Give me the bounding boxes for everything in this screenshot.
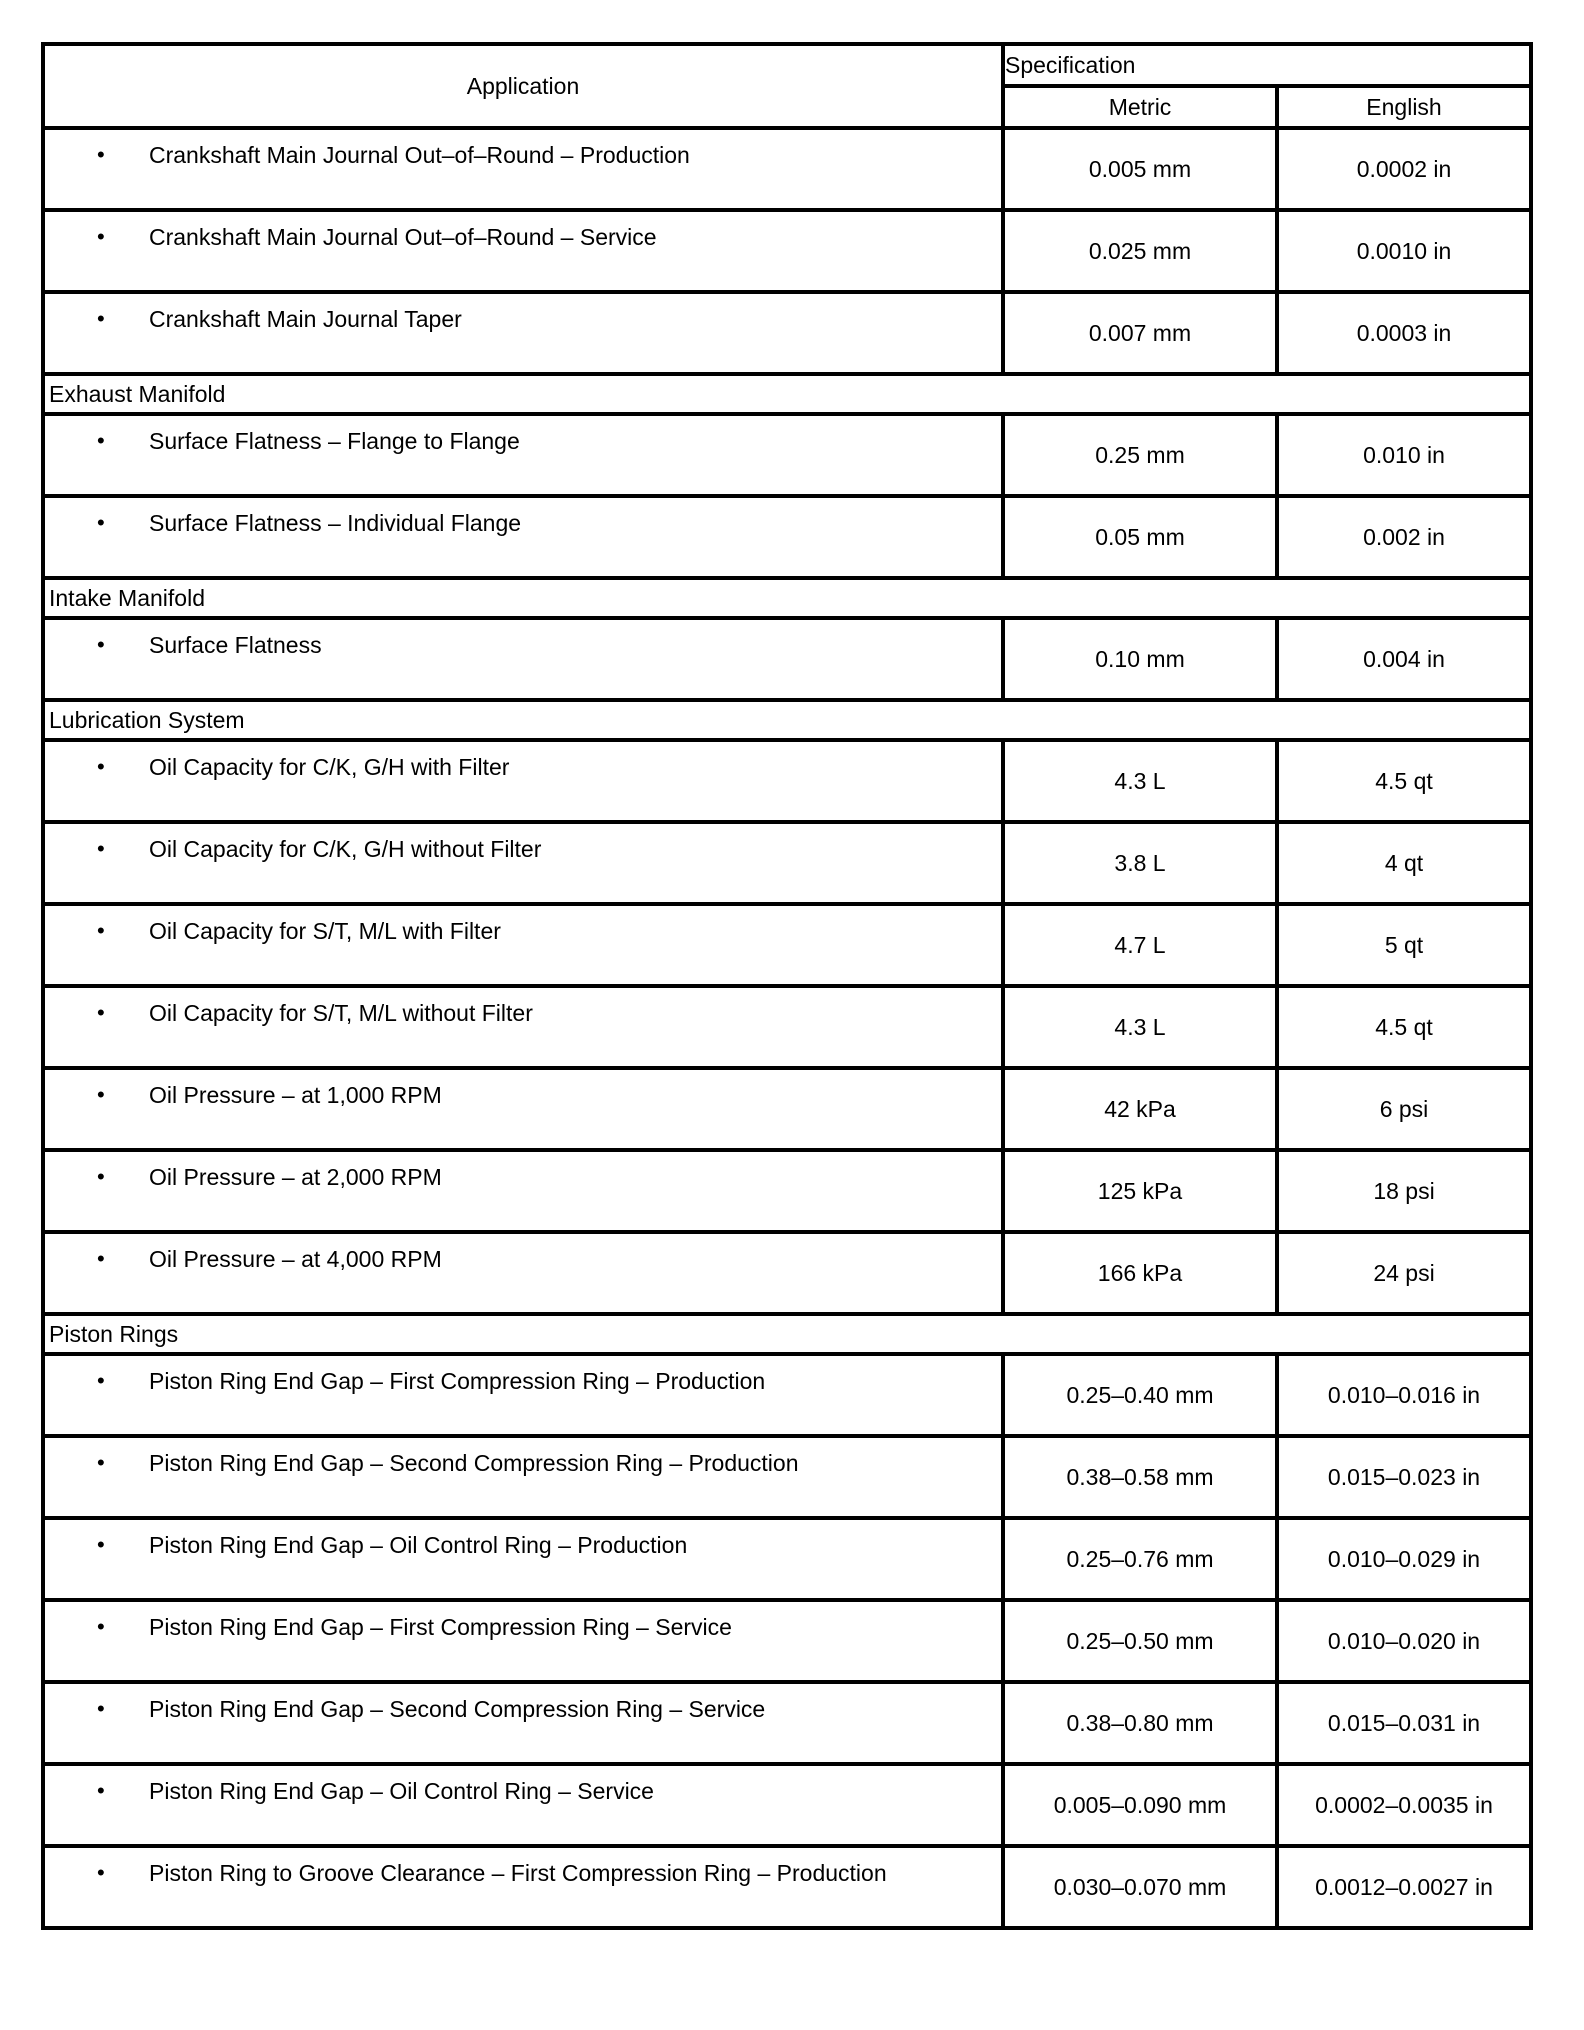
english-value: 5 qt <box>1277 904 1531 986</box>
metric-value: 0.10 mm <box>1003 618 1277 700</box>
application-cell <box>43 1354 1003 1436</box>
metric-value: 4.3 L <box>1003 740 1277 822</box>
application-label: Surface Flatness – Individual Flange <box>149 510 522 536</box>
application-label: Piston Ring End Gap – Second Compression Ring – Production <box>149 1450 799 1476</box>
application-label: Surface Flatness – Flange to Flange <box>149 428 520 454</box>
application-cell <box>43 128 1003 210</box>
section-row <box>43 700 1531 740</box>
application-cell <box>43 1846 1003 1928</box>
table-row <box>43 1518 1531 1600</box>
application-label: Crankshaft Main Journal Taper <box>149 306 462 332</box>
metric-value: 0.030–0.070 mm <box>1003 1846 1277 1928</box>
table-body <box>43 128 1531 1928</box>
table-row <box>43 1682 1531 1764</box>
section-label: Piston Rings <box>43 1314 1531 1354</box>
table-row <box>43 414 1531 496</box>
english-value: 0.0002 in <box>1277 128 1531 210</box>
metric-value: 3.8 L <box>1003 822 1277 904</box>
table-row <box>43 128 1531 210</box>
table-row <box>43 1232 1531 1314</box>
bullet-icon: • <box>97 1000 105 1025</box>
bullet-icon: • <box>97 1696 105 1721</box>
application-label: Piston Ring End Gap – First Compression Ring – Production <box>149 1368 766 1394</box>
metric-value: 0.005–0.090 mm <box>1003 1764 1277 1846</box>
bullet-icon: • <box>97 1368 105 1393</box>
english-value: 0.010–0.016 in <box>1277 1354 1531 1436</box>
table-row <box>43 1150 1531 1232</box>
english-value: 4.5 qt <box>1277 986 1531 1068</box>
application-cell <box>43 986 1003 1068</box>
english-value: 0.010–0.020 in <box>1277 1600 1531 1682</box>
section-label: Lubrication System <box>43 700 1531 740</box>
section-label: Intake Manifold <box>43 578 1531 618</box>
metric-value: 0.25 mm <box>1003 414 1277 496</box>
application-label: Surface Flatness <box>149 632 322 658</box>
bullet-icon: • <box>97 1246 105 1271</box>
english-value: 0.002 in <box>1277 496 1531 578</box>
application-cell <box>43 1600 1003 1682</box>
application-cell <box>43 1764 1003 1846</box>
bullet-icon: • <box>97 754 105 779</box>
application-cell <box>43 740 1003 822</box>
metric-value: 0.05 mm <box>1003 496 1277 578</box>
application-cell <box>43 618 1003 700</box>
bullet-icon: • <box>97 1860 105 1885</box>
application-column-header: Application <box>43 44 1003 128</box>
section-label: Exhaust Manifold <box>43 374 1531 414</box>
english-value: 0.015–0.031 in <box>1277 1682 1531 1764</box>
english-value: 0.0003 in <box>1277 292 1531 374</box>
english-column-header: English <box>1277 86 1531 128</box>
metric-value: 42 kPa <box>1003 1068 1277 1150</box>
application-cell <box>43 1068 1003 1150</box>
application-label: Crankshaft Main Journal Out–of–Round – Service <box>149 224 657 250</box>
metric-value: 0.25–0.50 mm <box>1003 1600 1277 1682</box>
specification-column-header: Specification <box>1003 44 1531 86</box>
english-value: 4 qt <box>1277 822 1531 904</box>
application-cell <box>43 1682 1003 1764</box>
metric-value: 0.007 mm <box>1003 292 1277 374</box>
application-cell <box>43 414 1003 496</box>
application-label: Crankshaft Main Journal Out–of–Round – Production <box>149 142 690 168</box>
table-row <box>43 618 1531 700</box>
metric-value: 0.38–0.58 mm <box>1003 1436 1277 1518</box>
section-row <box>43 1314 1531 1354</box>
bullet-icon: • <box>97 224 105 249</box>
application-label: Piston Ring End Gap – Oil Control Ring – Production <box>149 1532 688 1558</box>
application-label: Oil Capacity for C/K, G/H without Filter <box>149 836 542 862</box>
bullet-icon: • <box>97 428 105 453</box>
english-value: 0.0002–0.0035 in <box>1277 1764 1531 1846</box>
bullet-icon: • <box>97 142 105 167</box>
metric-column-header: Metric <box>1003 86 1277 128</box>
metric-value: 0.25–0.40 mm <box>1003 1354 1277 1436</box>
english-value: 18 psi <box>1277 1150 1531 1232</box>
application-cell <box>43 1232 1003 1314</box>
bullet-icon: • <box>97 1164 105 1189</box>
english-value: 0.015–0.023 in <box>1277 1436 1531 1518</box>
bullet-icon: • <box>97 1082 105 1107</box>
bullet-icon: • <box>97 510 105 535</box>
application-cell <box>43 496 1003 578</box>
metric-value: 166 kPa <box>1003 1232 1277 1314</box>
application-label: Oil Capacity for S/T, M/L without Filter <box>149 1000 533 1026</box>
application-label: Piston Ring End Gap – Second Compression Ring – Service <box>149 1696 766 1722</box>
application-label: Oil Pressure – at 2,000 RPM <box>149 1164 442 1190</box>
english-value: 0.0012–0.0027 in <box>1277 1846 1531 1928</box>
table-row <box>43 210 1531 292</box>
application-label: Oil Capacity for S/T, M/L with Filter <box>149 918 501 944</box>
bullet-icon: • <box>97 306 105 331</box>
english-value: 0.0010 in <box>1277 210 1531 292</box>
application-label: Oil Pressure – at 1,000 RPM <box>149 1082 442 1108</box>
english-value: 0.004 in <box>1277 618 1531 700</box>
english-value: 4.5 qt <box>1277 740 1531 822</box>
table-row <box>43 986 1531 1068</box>
english-value: 0.010–0.029 in <box>1277 1518 1531 1600</box>
section-row <box>43 374 1531 414</box>
bullet-icon: • <box>97 1450 105 1475</box>
bullet-icon: • <box>97 836 105 861</box>
application-cell <box>43 904 1003 986</box>
metric-value: 4.3 L <box>1003 986 1277 1068</box>
metric-value: 4.7 L <box>1003 904 1277 986</box>
bullet-icon: • <box>97 918 105 943</box>
table-row <box>43 904 1531 986</box>
english-value: 24 psi <box>1277 1232 1531 1314</box>
application-cell <box>43 1518 1003 1600</box>
table-row <box>43 292 1531 374</box>
table-row <box>43 1068 1531 1150</box>
bullet-icon: • <box>97 1614 105 1639</box>
metric-value: 125 kPa <box>1003 1150 1277 1232</box>
metric-value: 0.005 mm <box>1003 128 1277 210</box>
application-cell <box>43 822 1003 904</box>
bullet-icon: • <box>97 1532 105 1557</box>
english-value: 6 psi <box>1277 1068 1531 1150</box>
application-cell <box>43 1150 1003 1232</box>
table-row <box>43 496 1531 578</box>
application-label: Oil Capacity for C/K, G/H with Filter <box>149 754 510 780</box>
application-cell <box>43 292 1003 374</box>
metric-value: 0.25–0.76 mm <box>1003 1518 1277 1600</box>
bullet-icon: • <box>97 1778 105 1803</box>
english-value: 0.010 in <box>1277 414 1531 496</box>
table-row <box>43 740 1531 822</box>
metric-value: 0.38–0.80 mm <box>1003 1682 1277 1764</box>
table-row <box>43 822 1531 904</box>
application-label: Piston Ring End Gap – First Compression Ring – Service <box>149 1614 732 1640</box>
section-row <box>43 578 1531 618</box>
table-row <box>43 1436 1531 1518</box>
application-label: Oil Pressure – at 4,000 RPM <box>149 1246 442 1272</box>
application-label: Piston Ring End Gap – Oil Control Ring – Service <box>149 1778 654 1804</box>
metric-value: 0.025 mm <box>1003 210 1277 292</box>
bullet-icon: • <box>97 632 105 657</box>
table-row <box>43 1764 1531 1846</box>
table-row <box>43 1600 1531 1682</box>
table-row <box>43 1846 1531 1928</box>
specification-table <box>41 42 1533 1930</box>
application-cell <box>43 1436 1003 1518</box>
table-row <box>43 1354 1531 1436</box>
application-label: Piston Ring to Groove Clearance – First Compression Ring – Production <box>149 1860 887 1886</box>
application-cell <box>43 210 1003 292</box>
